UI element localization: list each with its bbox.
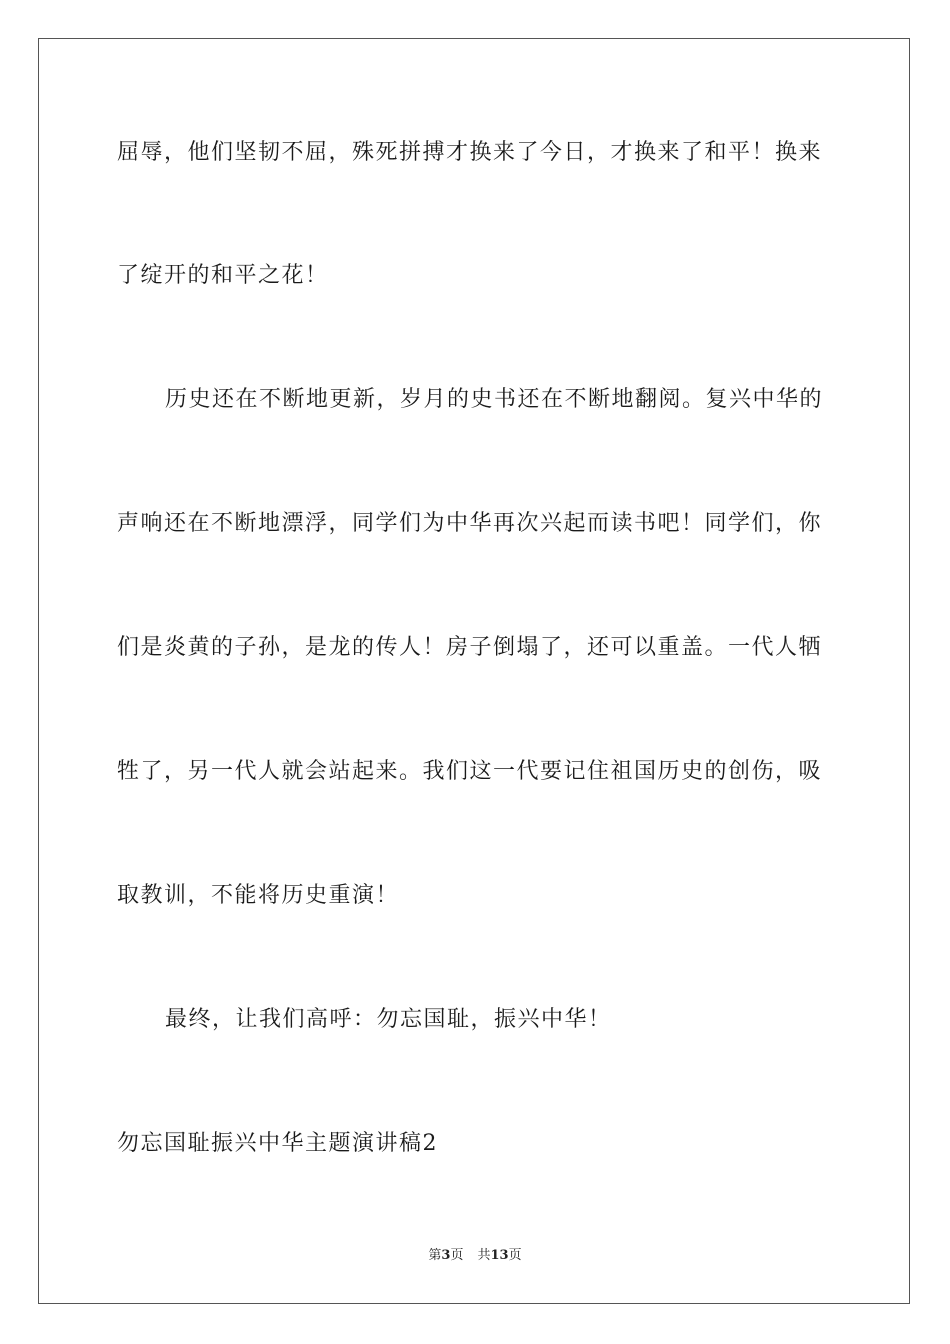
body-text-line: 们是炎黄的子孙，是龙的传人！房子倒塌了，还可以重盖。一代人牺 bbox=[117, 635, 823, 660]
section-heading: 勿忘国耻振兴中华主题演讲稿2 bbox=[117, 1131, 438, 1156]
paragraph-first-line: 历史还在不断地更新，岁月的史书还在不断地翻阅。复兴中华的 bbox=[165, 387, 824, 412]
page-prefix: 第 bbox=[428, 1248, 442, 1263]
total-suffix: 页 bbox=[508, 1248, 522, 1263]
page-suffix: 页 bbox=[450, 1248, 464, 1263]
total-prefix: 共 bbox=[477, 1248, 491, 1263]
page-footer bbox=[0, 1247, 950, 1265]
body-text-line: 取教训，不能将历史重演！ bbox=[117, 883, 400, 908]
body-text-line: 了绽开的和平之花！ bbox=[117, 263, 329, 288]
page-number: 3 bbox=[441, 1248, 451, 1263]
total-pages: 13 bbox=[490, 1248, 509, 1263]
body-text-line: 屈辱，他们坚韧不屈，殊死拼搏才换来了今日，才换来了和平！换来 bbox=[117, 140, 823, 165]
body-text-line: 声响还在不断地漂浮，同学们为中华再次兴起而读书吧！同学们，你 bbox=[117, 511, 823, 536]
body-text-line: 牲了，另一代人就会站起来。我们这一代要记住祖国历史的创伤，吸 bbox=[117, 759, 823, 784]
page-border bbox=[38, 38, 910, 1304]
paragraph-first-line: 最终，让我们高呼：勿忘国耻，振兴中华！ bbox=[165, 1007, 612, 1032]
